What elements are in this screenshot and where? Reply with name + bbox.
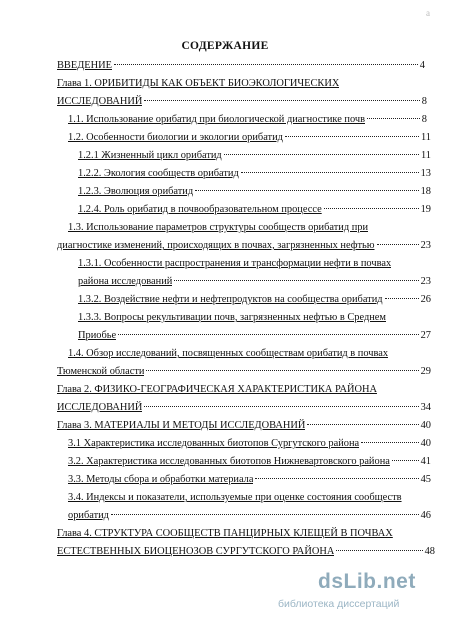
toc-entry-text: 1.2.4. Роль орибатид в почвообразовательном процессе	[78, 204, 322, 215]
toc-entry-page: 18	[420, 186, 431, 197]
toc-entry	[57, 77, 339, 91]
toc-entry	[57, 239, 431, 253]
toc-entry-text: Глава 4. СТРУКТУРА СООБЩЕСТВ ПАНЦИРНЫХ КЛЕЩЕЙ В ПОЧВАХ	[57, 528, 393, 539]
toc-entry-text: 1.2.2. Экология сообществ орибатид	[78, 168, 239, 179]
toc-entry-text: 1.2. Особенности биологии и экологии орибатид	[68, 132, 283, 143]
toc-entry	[68, 491, 402, 505]
toc-leader-dots	[111, 514, 419, 515]
toc-leader-dots	[361, 442, 418, 443]
toc-leader-dots	[224, 154, 419, 155]
watermark	[278, 570, 448, 616]
toc-entry-text: 3.3. Методы сбора и обработки материала	[68, 474, 254, 485]
toc-entry-text: ИССЛЕДОВАНИЙ	[57, 402, 143, 413]
toc-entry-text: Приобье	[78, 330, 117, 341]
toc-entry-text: 1.4. Обзор исследований, посвященных сообществам орибатид в почвах	[68, 348, 389, 359]
toc-entry-text: Глава 2. ФИЗИКО-ГЕОГРАФИЧЕСКАЯ ХАРАКТЕРИСТИКА РАЙОНА	[57, 384, 377, 395]
toc-entry-page: 8	[421, 96, 427, 107]
toc-entry	[57, 545, 435, 559]
toc-entry-text: 3.1 Характеристика исследованных биотопов Сургутского района	[68, 438, 360, 449]
toc-entry	[78, 275, 431, 289]
toc-entry-text: Глава 3. МАТЕРИАЛЫ И МЕТОДЫ ИССЛЕДОВАНИЙ	[57, 420, 306, 431]
toc-leader-dots	[114, 64, 418, 65]
toc-entry	[78, 329, 431, 343]
toc-entry-page: 48	[424, 546, 435, 557]
toc-leader-dots	[255, 478, 418, 479]
toc-entry	[68, 113, 427, 127]
toc-entry	[78, 311, 386, 325]
toc-entry	[57, 527, 393, 541]
toc-entry	[78, 167, 431, 181]
toc-entry-text: ВВЕДЕНИЕ	[57, 60, 112, 71]
toc-entry-page: 23	[420, 276, 431, 287]
toc-entry-text: 1.3. Использование параметров структуры сообществ орибатид при	[68, 222, 369, 233]
toc-entry-page: 4	[419, 60, 425, 71]
toc-entry-text: района исследований	[78, 276, 173, 287]
toc-entry-page: 34	[420, 402, 431, 413]
toc-entry	[57, 365, 431, 379]
toc-leader-dots	[367, 118, 420, 119]
toc-leader-dots	[285, 136, 419, 137]
toc-entry-page: 29	[420, 366, 431, 377]
toc-entry	[68, 347, 388, 361]
toc-entry-text: 1.3.2. Воздействие нефти и нефтепродуктов на сообщества орибатид	[78, 294, 383, 305]
toc-entry	[57, 383, 377, 397]
toc-entry	[57, 59, 425, 73]
watermark-tagline: библиотека диссертаций	[278, 598, 400, 610]
toc-entry-text: 3.4. Индексы и показатели, используемые при оценке состояния сообществ	[68, 492, 402, 503]
toc-entry-text: 1.3.3. Вопросы рекультивации почв, загрязненных нефтью в Среднем	[78, 312, 386, 323]
toc-entry-text: орибатид	[68, 510, 109, 521]
toc-entry-page: 40	[420, 438, 431, 449]
toc-entry	[68, 509, 431, 523]
toc-entry-page: 23	[420, 240, 431, 251]
toc-entry	[78, 257, 391, 271]
toc-entry	[68, 455, 431, 469]
toc-entry-text: 1.1. Использование орибатид при биологической диагностике почв	[68, 114, 366, 125]
toc-leader-dots	[241, 172, 419, 173]
toc-entry	[78, 149, 431, 163]
toc-entry-text: 1.3.1. Особенности распространения и трансформации нефти в почвах	[78, 258, 392, 269]
toc-leader-dots	[385, 298, 419, 299]
toc-leader-dots	[146, 370, 418, 371]
toc-entry	[57, 419, 431, 433]
toc-entry	[68, 473, 431, 487]
toc-leader-dots	[324, 208, 419, 209]
toc-entry-text: 1.2.3. Эволюция орибатид	[78, 186, 194, 197]
toc-leader-dots	[392, 460, 419, 461]
toc-entry-text: диагностике изменений, происходящих в почвах, загрязненных нефтью	[57, 240, 375, 251]
toc-entry-page: 41	[420, 456, 431, 467]
toc-entry-page: 45	[420, 474, 431, 485]
toc-entry-page: 19	[420, 204, 431, 215]
toc-entry-text: ИССЛЕДОВАНИЙ	[57, 96, 143, 107]
toc-leader-dots	[377, 244, 419, 245]
toc-entry-page: 8	[421, 114, 427, 125]
toc-entry-text: 3.2. Характеристика исследованных биотопов Нижневартовского района	[68, 456, 390, 467]
toc-leader-dots	[144, 100, 419, 101]
toc-entry-page: 46	[420, 510, 431, 521]
toc-entry-text: Тюменской области	[57, 366, 145, 377]
page-title: СОДЕРЖАНИЕ	[181, 40, 269, 52]
toc-entry	[78, 293, 431, 307]
toc-entry	[78, 203, 431, 217]
toc-leader-dots	[118, 334, 419, 335]
toc-leader-dots	[174, 280, 418, 281]
toc-leader-dots	[307, 424, 418, 425]
toc-entry-page: 11	[420, 150, 431, 161]
toc-entry	[57, 401, 431, 415]
corner-mark: а	[426, 8, 430, 18]
watermark-logo: dsLib.net	[318, 570, 416, 593]
toc-leader-dots	[336, 550, 422, 551]
toc-entry-page: 11	[420, 132, 431, 143]
toc-entry	[68, 437, 431, 451]
toc-entry	[68, 221, 368, 235]
toc-entry-page: 40	[420, 420, 431, 431]
toc-leader-dots	[195, 190, 418, 191]
toc-entry-page: 26	[420, 294, 431, 305]
toc-entry	[78, 185, 431, 199]
toc-entry-page: 13	[420, 168, 431, 179]
toc-entry	[57, 95, 427, 109]
toc-entry	[68, 131, 431, 145]
toc-entry-text: ЕСТЕСТВЕННЫХ БИОЦЕНОЗОВ СУРГУТСКОГО РАЙОНА	[57, 546, 335, 557]
toc-entry-text: Глава 1. ОРИБИТИДЫ КАК ОБЪЕКТ БИОЭКОЛОГИЧЕСКИХ	[57, 78, 340, 89]
toc-entry-text: 1.2.1 Жизненный цикл орибатид	[78, 150, 222, 161]
toc-leader-dots	[144, 406, 418, 407]
toc-entry-page: 27	[420, 330, 431, 341]
